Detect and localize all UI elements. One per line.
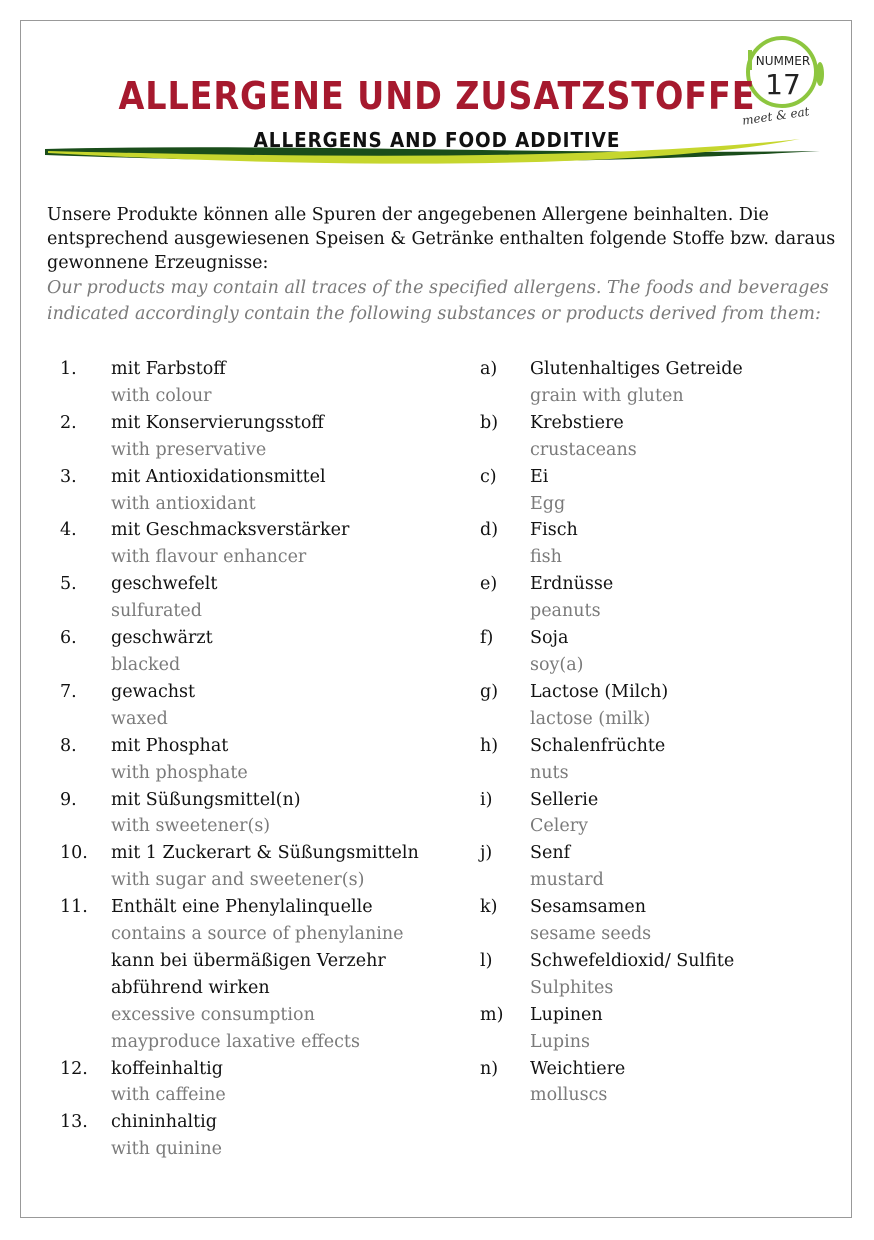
allergens-list — [480, 356, 840, 1109]
list-item: g) Lactose (Milch) lactose (milk) — [480, 681, 669, 729]
list-item: m) Lupinen Lupins — [480, 1004, 603, 1052]
logo-text-number: 17 — [765, 68, 801, 101]
list-item: 3. mit Antioxidationsmittel with antioxidant — [60, 466, 326, 514]
list-item: 2. mit Konservierungsstoff with preservative — [60, 412, 324, 460]
list-item: 5. geschwefelt sulfurated — [60, 574, 218, 622]
list-item: 13. chininhaltig with quinine — [60, 1112, 223, 1160]
logo-text-line1: NUMMER — [755, 54, 811, 68]
list-item: f) Soja soy(a) — [480, 628, 584, 675]
intro-german: Unsere Produkte können alle Spuren der angegebenen Allergene beinhalten. Die entsprechend ausgewiesenen Speisen & Getränke enthalten folgende Stoffe bzw. daraus gewonnene Erzeugnisse: — [47, 205, 836, 273]
page-title: ALLERGENE UND ZUSATZSTOFFE — [118, 74, 756, 118]
list-item: k) Sesamsamen sesame seeds — [480, 897, 652, 945]
page-subtitle: ALLERGENS AND FOOD ADDITIVE — [253, 128, 621, 152]
list-item: b) Krebstiere crustaceans — [480, 412, 637, 460]
intro-english: Our products may contain all traces of the specified allergens. The foods and beverages indicated accordingly contain the following substances or products derived from them: — [47, 278, 829, 324]
list-item: 10. mit 1 Zuckerart & Süßungsmitteln with sugar and sweetener(s) — [60, 843, 419, 891]
logo-tagline: meet & eat — [741, 104, 811, 126]
list-item: 7. gewachst waxed — [60, 681, 196, 729]
additives-list — [60, 356, 460, 1163]
list-item: 8. mit Phosphat with phosphate — [60, 735, 248, 783]
list-item: i) Sellerie Celery — [480, 789, 599, 837]
list-item: n) Weichtiere molluscs — [480, 1058, 626, 1106]
list-item: 11. Enthält eine Phenylalinquelle contains a source of phenylanine kann bei übermäßigen Verzehr abführend wirken excessive consumption mayproduce laxative effects — [60, 897, 404, 1052]
list-item: 12. koffeinhaltig with caffeine — [60, 1058, 226, 1106]
list-item: l) Schwefeldioxid/ Sulfite Sulphites — [480, 950, 735, 998]
fork-icon — [748, 50, 752, 70]
list-item: a) Glutenhaltiges Getreide grain with gluten — [480, 359, 743, 406]
list-item: 1. mit Farbstoff with colour — [60, 359, 226, 406]
list-item: 4. mit Geschmacksverstärker with flavour enhancer — [60, 520, 350, 568]
list-item: e) Erdnüsse peanuts — [480, 574, 614, 622]
list-item: h) Schalenfrüchte nuts — [480, 735, 666, 783]
list-item: j) Senf mustard — [480, 843, 604, 891]
list-item: d) Fisch fish — [480, 520, 578, 568]
list-item: c) Ei Egg — [480, 466, 566, 514]
list-item: 9. mit Süßungsmittel(n) with sweetener(s) — [60, 789, 301, 837]
list-item: 6. geschwärzt blacked — [60, 628, 213, 675]
intro-text — [47, 203, 837, 327]
